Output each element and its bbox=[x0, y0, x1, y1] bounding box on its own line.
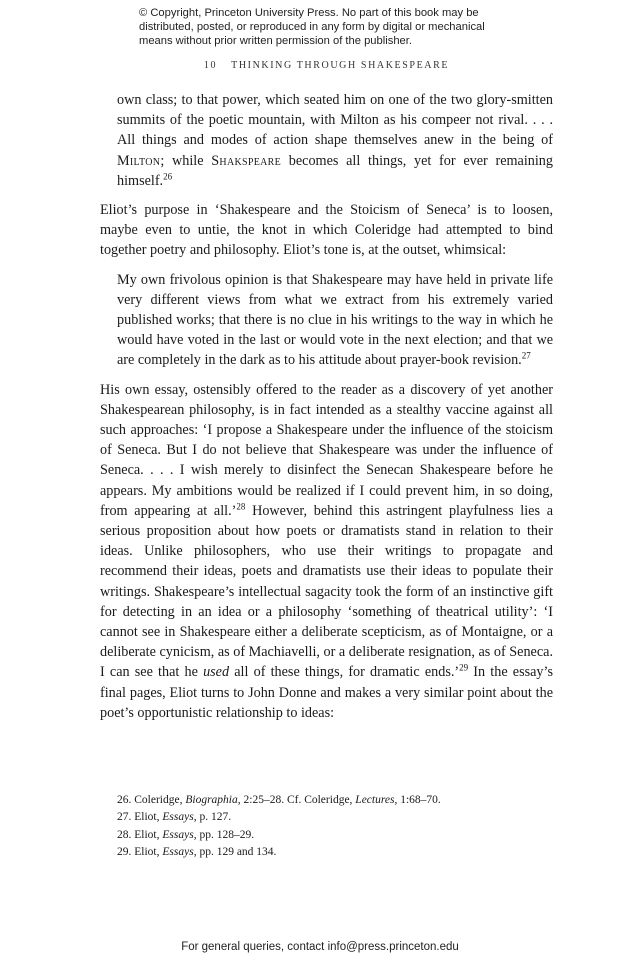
running-head bbox=[100, 60, 553, 71]
small-caps-shakspeare: Shakspeare bbox=[211, 152, 282, 169]
footnote-ref-26: 26 bbox=[163, 171, 173, 182]
quote-text: My own frivolous opinion is that Shakespeare may have held in private life very different views from what we extract from his extremely varied published works; that there is no clue in his writings to the way in which he would have voted in the last or would vote in the next election; and that we are completely in the dark as to his attitude about prayer-book revision. bbox=[117, 271, 553, 369]
body-text bbox=[100, 90, 553, 723]
quote-text: ; while bbox=[160, 152, 212, 169]
footnote-ref-27: 27 bbox=[521, 350, 531, 361]
quote-text: own class; to that power, which seated him on one of the two glory-smitten summits of the poetic mountain, with Milton as his compeer not rival. . . . All things and modes of action shape themselves anew in the being of bbox=[117, 92, 553, 149]
footnote-ref-29: 29 bbox=[459, 662, 469, 673]
footnotes bbox=[117, 792, 553, 861]
footnote-ref-28: 28 bbox=[236, 501, 246, 512]
paragraph-eliot-essay bbox=[100, 380, 553, 723]
paragraph-text: In the essay’s final pages, Eliot turns to John Donne and makes a very similar point about the poet’s opportunistic relationship to ideas: bbox=[100, 664, 553, 721]
italic-used: used bbox=[203, 664, 230, 681]
footnote-28: 28. Eliot, Essays, pp. 128–29. bbox=[117, 828, 255, 841]
running-title: THINKING THROUGH SHAKESPEARE bbox=[231, 60, 450, 71]
paragraph-eliot-purpose: Eliot’s purpose in ‘Shakespeare and the Stoicism of Seneca’ is to loosen, maybe even to untie, the knot in which Coleridge had attempted to bind together poetry and philosophy. Eliot’s tone is, at the outset, whimsical: bbox=[100, 202, 553, 259]
quote-text: becomes all things, yet for ever remaining himself. bbox=[117, 152, 553, 189]
paragraph-text: However, behind this astringent playfulness lies a serious proposition about how poets or dramatists stand in relation to their ideas. Unlike philosophers, who use their writings to propagate and recommend their ideas, poets and dramatists use their ideas to populate their writings. Shakespeare’s intellectual sagacity took the form of an instinctive gift for detecting in an idea or a philosophy ‘something of theatrical utility’: ‘I cannot see in Shakespeare either a deliberate scepticism, as of Montaigne, or a deliberate cynicism, as of Machiavelli, or a deliberate resignation, as of Seneca. I can see that he bbox=[100, 502, 554, 681]
paragraph-text: His own essay, ostensibly offered to the reader as a discovery of yet another Shakespearean philosophy, is in fact intended as a stealthy vaccine against all such approaches: ‘I propose a Shakespeare under the influence of the stoicism of Seneca. But I do not believe that Shakespeare was under the influence of Seneca. . . . I wish merely to disinfect the Senecan Shakespeare before he appears. My ambitions would be realized if I could prevent him, in so doing, from appearing at all.’ bbox=[100, 381, 553, 519]
paragraph-text: all of these things, for dramatic ends.’ bbox=[229, 664, 460, 681]
copyright-notice: © Copyright, Princeton University Press. No part of this book may be distributed, posted, or reproduced in any form by digital or mechanical means without prior written permission of the publisher. bbox=[139, 7, 485, 47]
small-caps-milton: Milton bbox=[117, 152, 161, 169]
footnote-26: 26. Coleridge, Biographia, 2:25–28. Cf. Coleridge, Lectures, 1:68–70. bbox=[117, 794, 441, 806]
footer-contact: For general queries, contact info@press.princeton.edu bbox=[181, 941, 459, 953]
page-number: 10 bbox=[203, 60, 218, 71]
block-quote-eliot bbox=[117, 270, 553, 371]
block-quote-coleridge bbox=[117, 90, 553, 191]
footnote-29: 29. Eliot, Essays, pp. 129 and 134. bbox=[117, 845, 277, 858]
footnote-27: 27. Eliot, Essays, p. 127. bbox=[117, 811, 232, 824]
